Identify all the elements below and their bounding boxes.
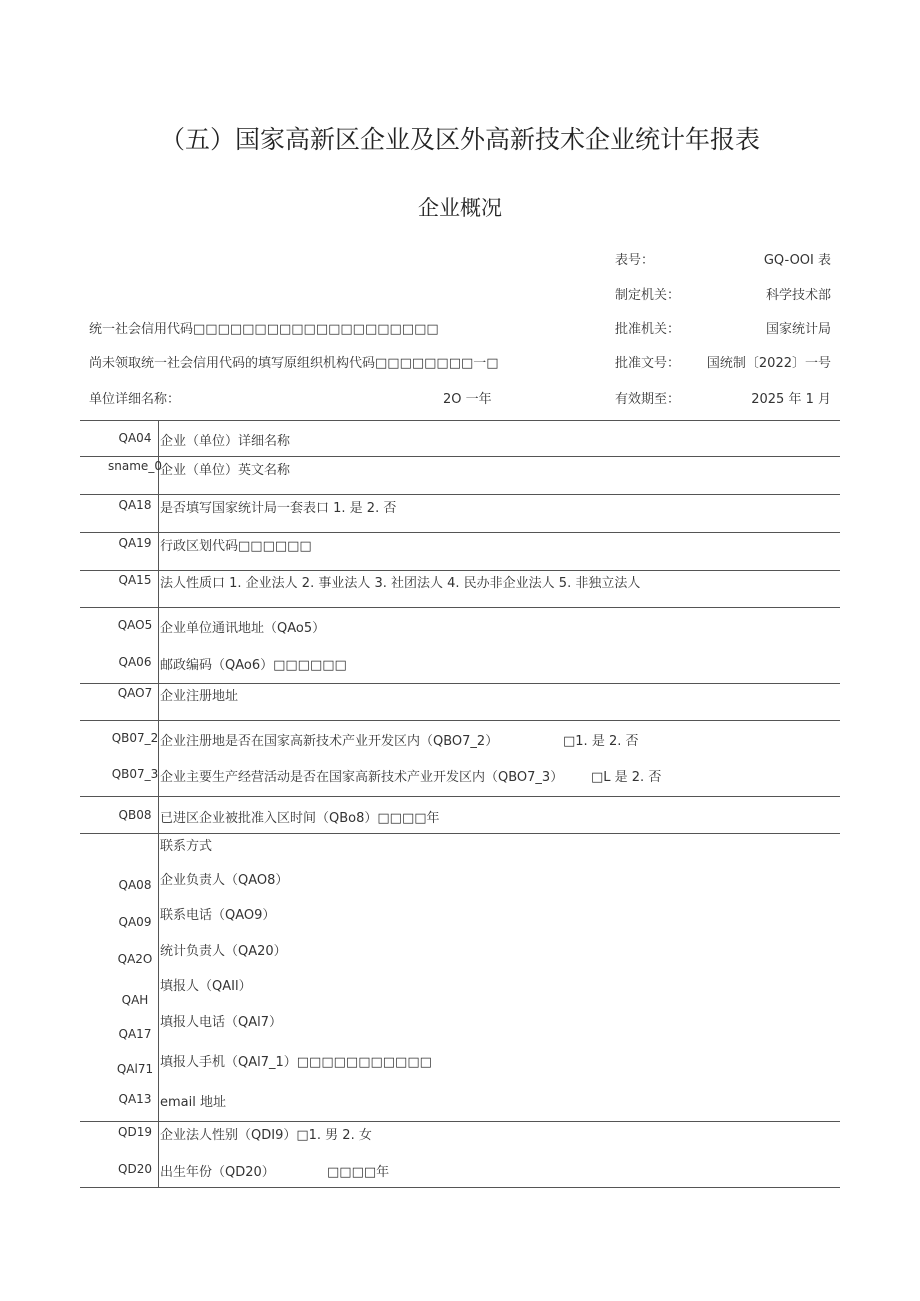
row-text-qa06[interactable]: 邮政编码（QAo6）□□□□□□ bbox=[160, 658, 347, 673]
row-divider bbox=[80, 1121, 840, 1122]
qd20-year-boxes[interactable]: □□□□年 bbox=[327, 1165, 390, 1180]
table-top-border bbox=[80, 420, 840, 421]
row-code-qb07-2: QB07_2 bbox=[111, 731, 159, 745]
row-code-qa07: QAO7 bbox=[117, 686, 153, 700]
row-code-qb07-3: QB07_3 bbox=[111, 767, 159, 781]
qb07-3-options[interactable]: □L 是 2. 否 bbox=[591, 770, 662, 785]
row-code-qah: QAH bbox=[121, 993, 149, 1007]
row-code-qd20: QD20 bbox=[118, 1162, 152, 1176]
row-text-qd19[interactable]: 企业法人性别（QDI9）□1. 男 2. 女 bbox=[160, 1128, 372, 1143]
row-divider bbox=[80, 607, 840, 608]
row-text-qa04[interactable]: 企业（单位）详细名称 bbox=[160, 434, 291, 449]
row-code-qa08: QA08 bbox=[118, 878, 152, 892]
row-text-qa13[interactable]: email 地址 bbox=[160, 1095, 226, 1110]
row-code-qa09: QA09 bbox=[118, 915, 152, 929]
row-code-qa20: QA2O bbox=[117, 952, 153, 966]
row-text-qah[interactable]: 填报人（QAIl） bbox=[160, 979, 252, 994]
form-no: GQ-OOI 表 bbox=[763, 253, 831, 268]
row-divider bbox=[80, 456, 840, 457]
contact-header: 联系方式 bbox=[160, 839, 213, 854]
row-divider bbox=[80, 833, 840, 834]
formulated-label: 制定机关： bbox=[615, 288, 681, 303]
credit-code-field[interactable]: 统一社会信用代码□□□□□□□□□□□□□□□□□□□□ bbox=[89, 322, 439, 337]
approved-by: 国家统计局 bbox=[765, 322, 831, 337]
row-code-sname: sname_0 bbox=[108, 459, 162, 473]
approval-doc: 国统制〔2022〕一号 bbox=[706, 356, 831, 371]
row-divider bbox=[80, 683, 840, 684]
row-code-qa13: QA13 bbox=[118, 1092, 152, 1106]
report-year[interactable]: 2O 一年 bbox=[443, 392, 492, 407]
page-subtitle: 企业概况 bbox=[418, 196, 502, 220]
row-code-qa05: QAO5 bbox=[117, 618, 153, 632]
row-divider bbox=[80, 532, 840, 533]
row-text-qb07-3: 企业主要生产经营活动是否在国家高新技术产业开发区内（QBO7_3） bbox=[160, 770, 564, 785]
qb07-2-options[interactable]: □1. 是 2. 否 bbox=[563, 734, 639, 749]
formulated-by: 科学技术部 bbox=[765, 288, 831, 303]
row-divider bbox=[80, 570, 840, 571]
row-divider bbox=[80, 720, 840, 721]
approval-doc-label: 批准文号： bbox=[615, 356, 681, 371]
row-code-qal71: QAl71 bbox=[116, 1062, 154, 1076]
approved-label: 批准机关： bbox=[615, 322, 681, 337]
row-text-qa18[interactable]: 是否填写国家统计局一套表口 1. 是 2. 否 bbox=[160, 501, 397, 516]
row-text-qa09[interactable]: 联系电话（QAO9） bbox=[160, 908, 276, 923]
row-text-qa15[interactable]: 法人性质口 1. 企业法人 2. 事业法人 3. 社团法人 4. 民办非企业法人 5. 非独立法人 bbox=[160, 576, 641, 591]
row-divider bbox=[80, 494, 840, 495]
row-code-qb08: QB08 bbox=[118, 808, 152, 822]
valid-label: 有效期至： bbox=[615, 392, 681, 407]
row-code-qa19: QA19 bbox=[118, 536, 152, 550]
row-code-qa17: QA17 bbox=[118, 1027, 152, 1041]
row-text-qa17[interactable]: 填报人电话（QAl7） bbox=[160, 1015, 283, 1030]
row-text-qb07-2: 企业注册地是否在国家高新技术产业开发区内（QBO7_2） bbox=[160, 734, 499, 749]
row-text-qa07[interactable]: 企业注册地址 bbox=[160, 689, 239, 704]
row-divider bbox=[80, 796, 840, 797]
org-code-field[interactable]: 尚未领取统一社会信用代码的填写原组织机构代码□□□□□□□□一□ bbox=[89, 356, 499, 371]
unit-name-label: 单位详细名称： bbox=[89, 392, 181, 407]
row-text-qa08[interactable]: 企业负责人（QAO8） bbox=[160, 873, 289, 888]
row-code-qa15: QA15 bbox=[118, 573, 152, 587]
page-title: （五）国家高新区企业及区外高新技术企业统计年报表 bbox=[159, 125, 760, 154]
row-text-qd20: 出生年份（QD20） bbox=[160, 1165, 275, 1180]
row-code-qa04: QA04 bbox=[118, 431, 152, 445]
row-code-qa18: QA18 bbox=[118, 498, 152, 512]
valid-until: 2025 年 1 月 bbox=[751, 392, 831, 407]
form-no-label: 表号： bbox=[615, 253, 655, 268]
row-text-qa05[interactable]: 企业单位通讯地址（QAo5） bbox=[160, 621, 326, 636]
row-text-qa20[interactable]: 统计负责人（QA20） bbox=[160, 944, 287, 959]
row-text-qal71[interactable]: 填报人手机（QAl7_1）□□□□□□□□□□□ bbox=[160, 1055, 432, 1070]
row-text-qa19[interactable]: 行政区划代码□□□□□□ bbox=[160, 539, 312, 554]
row-text-sname[interactable]: 企业（单位）英文名称 bbox=[160, 463, 291, 478]
row-code-qd19: QD19 bbox=[118, 1125, 152, 1139]
row-text-qb08[interactable]: 已进区企业被批准入区时间（QBo8）□□□□年 bbox=[160, 811, 440, 826]
table-bottom-border bbox=[80, 1187, 840, 1188]
row-code-qa06: QA06 bbox=[118, 655, 152, 669]
